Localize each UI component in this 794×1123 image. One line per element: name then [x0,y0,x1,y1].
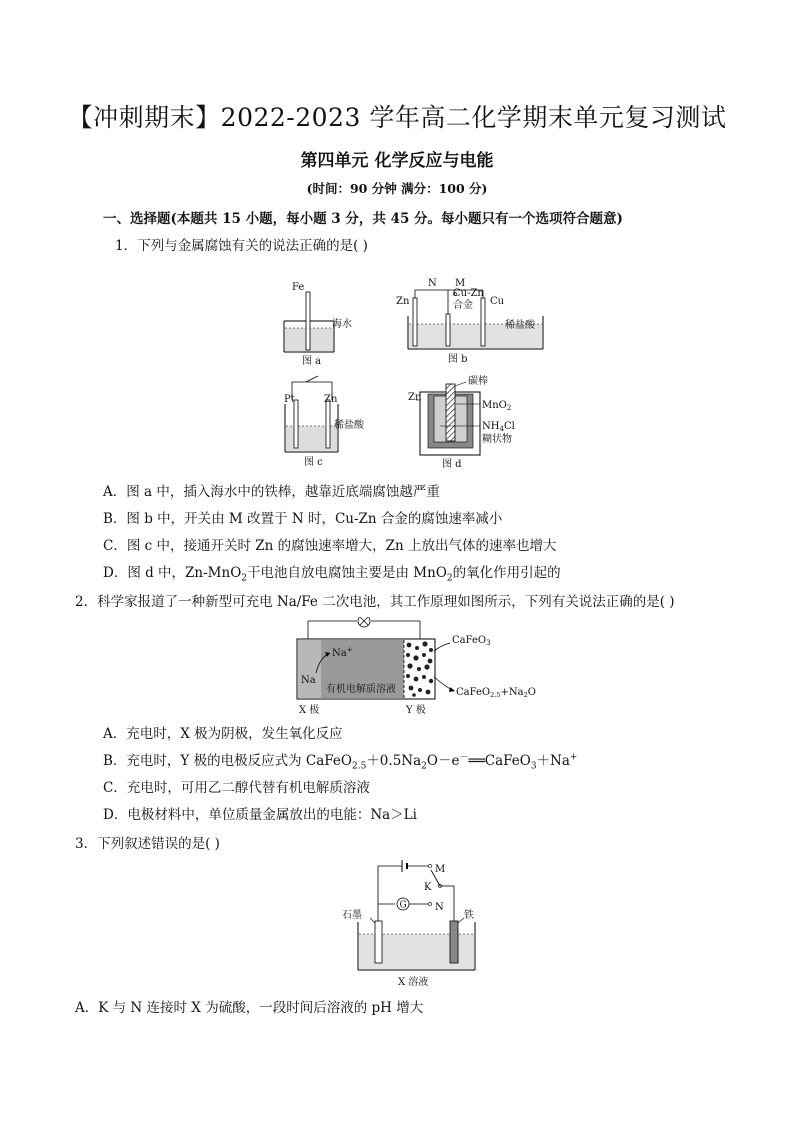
fig-b-alloy-label1: Cu-Zn [453,288,484,299]
iron-rod [306,292,310,350]
fig-b-cu-label: Cu [490,296,505,307]
fig-b-acid-label: 稀盐酸 [505,320,535,331]
graphite-electrode [375,921,382,963]
page-title: 【冲刺期末】2022-2023 学年高二化学期末单元复习测试 [67,103,727,132]
fig-a-fe-label: Fe [292,282,305,293]
lamp-icon [358,617,370,627]
fig-c-zn-label: Zn [324,394,338,405]
x-electrode-label: X 极 [299,705,320,716]
figure-d [408,374,515,470]
q3-option-a: A．K 与 N 连接时 X 为硫酸，一段时间后溶液的 pH 增大 [75,1000,424,1016]
figure-b [396,278,543,365]
unit-subtitle: 第四单元 化学反应与电能 [300,151,494,171]
fig-d-zn-label: Zn [408,392,422,403]
alloy-electrode [446,314,450,346]
q2-option-b: B．充电时，Y 极的电极反应式为 $CaFeO_{2.5}+0.5Na_2O-e^-══CaFeO_3+Na^+$ [103,752,578,772]
fig-d-mno2-label: MnO$_2$ [482,400,512,412]
galvanometer-label: G [399,900,407,911]
question-2-stem: 2．科学家报道了一种新型可充电 Na/Fe 二次电池，其工作原理如图所示，下列有关说法正确的是( ) [75,594,675,610]
switch-m-label: M [435,864,446,875]
fig-a-solution-label: 海水 [332,319,352,330]
na-ion-label: Na+ [332,646,353,659]
fig-b-zn-label: Zn [396,296,410,307]
iron-electrode [450,921,458,963]
q1-option-b: B．图 b 中，开关由 M 改置于 N 时，Cu-Zn 合金的腐蚀速率减小 [103,511,503,527]
fig-b-m-label: M [455,278,466,289]
q2-option-d: D．电极材料中，单位质量金属放出的电能：Na＞Li [103,807,417,823]
na-label: Na [301,675,316,686]
x-solution-label: X 溶液 [398,977,429,988]
electrolyte-label: 有机电解质溶液 [326,684,396,695]
fig-d-caption: 图 d [442,459,462,470]
bottom-product-label: $CaFeO_{2.5}+Na_2O$ [456,687,536,699]
fig-d-rod-label: 碳棒 [468,376,488,387]
fig-d-nh4cl-label: $NH_4Cl$ [482,421,515,433]
fig-c-pt-label: Pt [284,394,295,405]
carbon-rod [446,384,455,441]
q2-option-c: C．充电时，可用乙二醇代替有机电解质溶液 [103,780,370,796]
fig-b-n-label: N [428,278,437,289]
switch-n-label: N [435,902,444,913]
fig-c-acid-label: 稀盐酸 [334,420,364,431]
question-3-figure [330,856,490,992]
fig-b-caption: 图 b [448,354,468,365]
figure-c [284,376,365,468]
pt-electrode [294,400,298,448]
y-electrode-label: Y 极 [406,705,426,716]
section-heading: 一、选择题(本题共 15 小题，每小题 3 分，共 45 分。每小题只有一个选项符合题意) [103,211,623,227]
zn-electrode [413,298,417,346]
zn-electrode-c [326,400,330,448]
time-info: (时间：90 分钟 满分：100 分) [306,181,488,196]
fig-c-caption: 图 c [304,457,323,468]
graphite-label: 石墨 [342,910,362,921]
question-1-stem: 1．下列与金属腐蚀有关的说法正确的是( ) [115,238,368,254]
fig-a-caption: 图 a [302,356,322,367]
fig-d-paste-label: 糊状物 [482,434,512,445]
q1-option-d: D．图 d 中，Zn-MnO$_2$干电池自放电腐蚀主要是由 MnO$_2$的氧化作用引起的 [103,565,561,584]
question-3-stem: 3．下列叙述错误的是( ) [75,836,220,852]
top-product-label: CaFeO$_3$ [452,635,491,647]
cu-electrode [481,298,485,346]
switch-k-label: K [424,882,432,893]
q1-option-a: A．图 a 中，插入海水中的铁棒，越靠近底端腐蚀越严重 [103,484,440,500]
iron-label: 铁 [464,910,474,921]
q2-option-a: A．充电时，X 极为阴极，发生氧化反应 [103,726,343,742]
question-2-figure [290,617,550,719]
question-1-figures [270,276,550,476]
figure-a [284,282,352,367]
q1-option-c: C．图 c 中，接通开关时 Zn 的腐蚀速率增大，Zn 上放出气体的速率也增大 [103,538,557,554]
fig-b-alloy-label2: 合金 [453,300,473,311]
